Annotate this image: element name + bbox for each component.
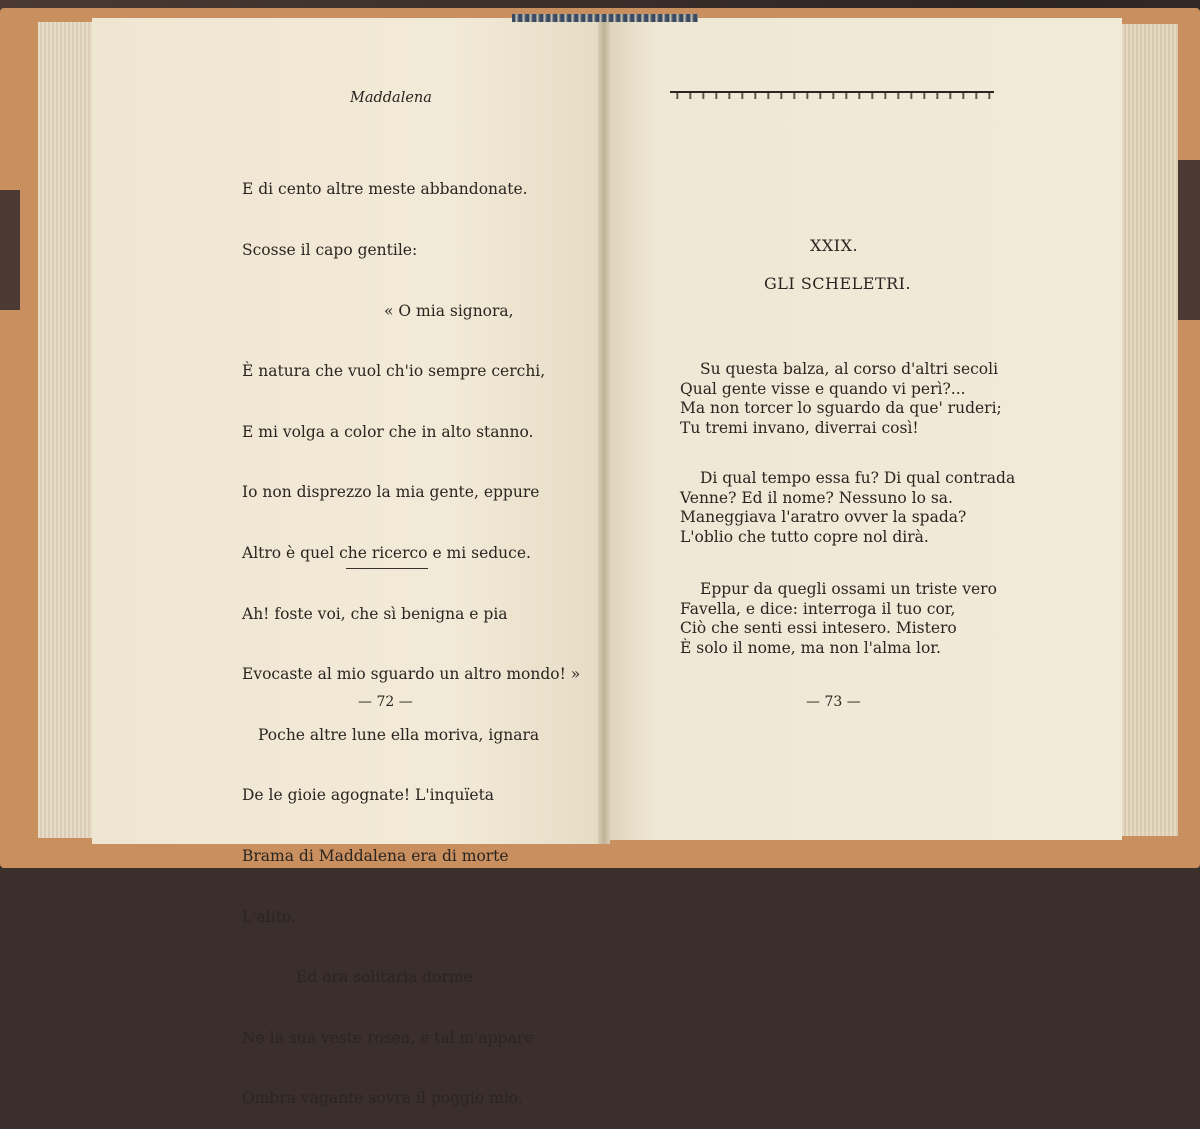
spine-headband	[512, 14, 698, 22]
poem-line: Ne la sua veste rosea, e tal m'appare	[242, 1028, 534, 1047]
poem-line: Ciò che senti essi intesero. Mistero	[680, 619, 957, 638]
poem-line: Ed ora solitaria dorme	[296, 968, 473, 987]
poem-line: Scosse il capo gentile:	[242, 241, 418, 259]
poem-line: « O mia signora,	[384, 301, 514, 320]
page-stack-left	[38, 22, 98, 838]
poem-line: Brama di Maddalena era di morte	[242, 846, 509, 865]
poem-line: Di qual tempo essa fu? Di qual contrada	[700, 469, 1016, 487]
poem-line: Su questa balza, al corso d'altri secoli	[700, 360, 999, 378]
poem-line: Favella, e dice: interroga il tuo cor,	[680, 599, 956, 618]
page-number-right: — 73 —	[806, 694, 861, 710]
poem-line: È solo il nome, ma non l'alma lor.	[680, 638, 941, 657]
cover-corner-right	[1178, 160, 1200, 320]
poem-line: Ma non torcer lo sguardo da que' ruderi;	[680, 399, 1002, 418]
poem-line: Eppur da quegli ossami un triste vero	[700, 580, 997, 598]
poem-line: E di cento altre meste abbandonate.	[242, 180, 528, 199]
poem-line: Ah! foste voi, che sì benigna e pia	[242, 604, 508, 623]
stanza	[680, 469, 1015, 547]
poem-line: L'alito.	[242, 907, 296, 926]
poem-line: Maneggiava l'aratro ovver la spada?	[680, 508, 967, 527]
poem-line: Ombra vagante sovra il poggio mio.	[242, 1089, 523, 1108]
stanza	[680, 360, 1002, 438]
header-ornament	[670, 91, 994, 103]
poem-line: Venne? Ed il nome? Nessuno lo sa.	[680, 488, 953, 507]
section-rule	[346, 568, 428, 569]
chapter-title: GLI SCHELETRI.	[764, 274, 912, 293]
poem-line: E mi volga a color che in alto stanno.	[242, 422, 534, 441]
poem-line: Io non disprezzo la mia gente, eppure	[242, 483, 540, 502]
chapter-number: XXIX.	[810, 236, 859, 255]
poem-line: L'oblio che tutto copre nol dirà.	[680, 527, 929, 546]
poem-line: Tu tremi invano, diverrai così!	[680, 418, 919, 437]
poem-line: Altro è quel che ricerco e mi seduce.	[242, 543, 531, 562]
cover-corner-left	[0, 190, 20, 310]
poem-line: Evocaste al mio sguardo un altro mondo! »	[242, 665, 581, 684]
poem-line: De le gioie agognate! L'inquïeta	[242, 786, 495, 805]
page-stack-right	[1118, 24, 1178, 836]
poem-line: Poche altre lune ella moriva, ignara	[258, 725, 540, 744]
left-poem	[242, 139, 580, 1129]
running-head: Maddalena	[350, 90, 432, 106]
book-gutter	[598, 18, 610, 844]
poem-line: Qual gente visse e quando vi perì?...	[680, 379, 966, 398]
poem-line: È natura che vuol ch'io sempre cerchi,	[242, 362, 546, 381]
stanza	[680, 580, 997, 658]
page-number-left: — 72 —	[358, 694, 413, 710]
